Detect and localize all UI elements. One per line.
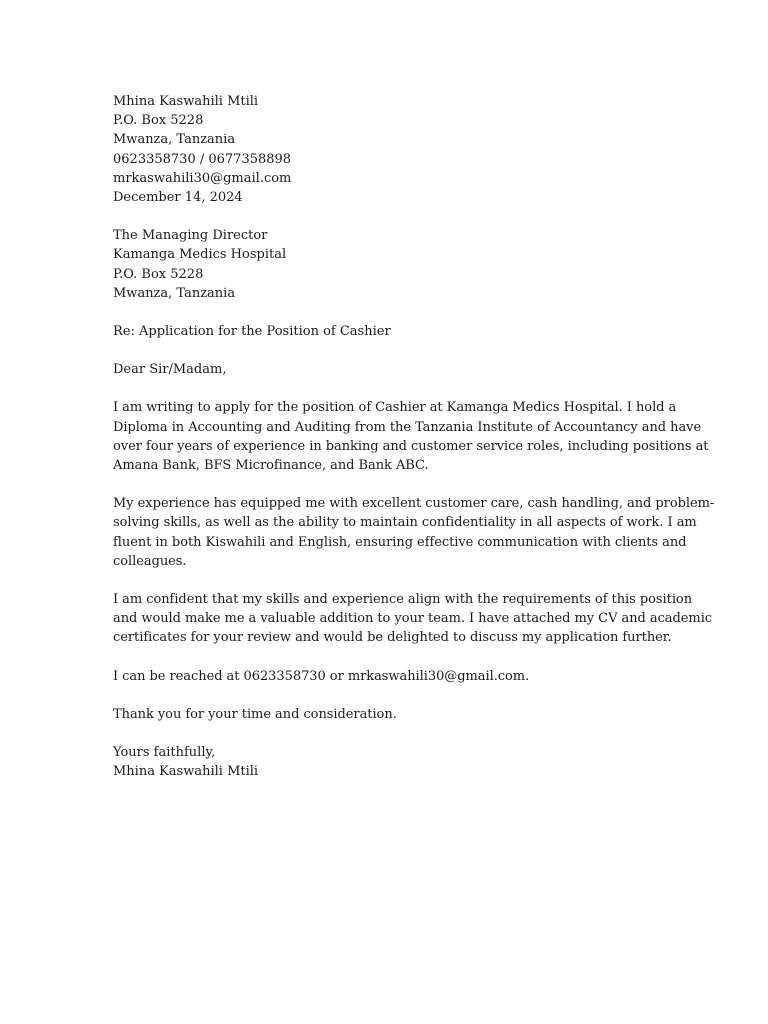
subject-text: Re: Application for the Position of Cashier [113,324,391,340]
paragraph-line: Amana Bank, BFS Microfinance, and Bank ABC. [113,458,429,474]
paragraph-line: I am confident that my skills and experience align with the requirements of this position [113,592,693,608]
paragraph-line: Thank you for your time and consideration. [113,706,397,722]
sender-phones: 0623358730 / 0677358898 [113,151,292,167]
paragraph-line: solving skills, as well as the ability to maintain confidentiality in all aspects of work. I am [113,515,697,531]
signature-name: Mhina Kaswahili Mtili [113,764,259,780]
paragraph-line: My experience has equipped me with excellent customer care, cash handling, and problem- [113,496,715,512]
sender-name: Mhina Kaswahili Mtili [113,94,259,109]
recipient-address-block [113,226,673,303]
paragraph-line: certificates for your review and would be delighted to discuss my application further. [113,630,672,646]
paragraph-introduction [113,398,709,475]
paragraph-line: and would make me a valuable addition to your team. I have attached my CV and academic [113,611,713,627]
sender-address-block [113,92,673,207]
paragraph-contact [113,667,673,686]
recipient-organization: Kamanga Medics Hospital [113,247,287,263]
valediction: Yours faithfully, [113,745,216,761]
subject-line [113,322,673,341]
recipient-title: The Managing Director [113,228,268,244]
closing-block [113,743,673,781]
paragraph-confidence [113,590,713,648]
paragraph-line: fluent in both Kiswahili and English, ensuring effective communication with clients and [113,534,687,550]
sender-po-box: P.O. Box 5228 [113,113,204,129]
salutation [113,360,673,379]
paragraph-line: Diploma in Accounting and Auditing from the Tanzania Institute of Accountancy and have [113,419,702,435]
salutation-text: Dear Sir/Madam, [113,362,227,378]
paragraph-thanks [113,705,673,724]
paragraph-skills [113,494,715,571]
paragraph-line: I can be reached at 0623358730 or mrkaswahili30@gmail.com. [113,668,530,684]
recipient-city: Mwanza, Tanzania [113,285,236,301]
letter-date: December 14, 2024 [113,190,243,206]
recipient-po-box: P.O. Box 5228 [113,266,204,282]
cover-letter [113,92,715,800]
paragraph-line: colleagues. [113,553,187,569]
sender-city: Mwanza, Tanzania [113,132,236,148]
paragraph-line: I am writing to apply for the position of Cashier at Kamanga Medics Hospital. I hold a [113,400,677,416]
paragraph-line: over four years of experience in banking and customer service roles, including positions at [113,438,709,454]
sender-email: mrkaswahili30@gmail.com [113,170,292,186]
